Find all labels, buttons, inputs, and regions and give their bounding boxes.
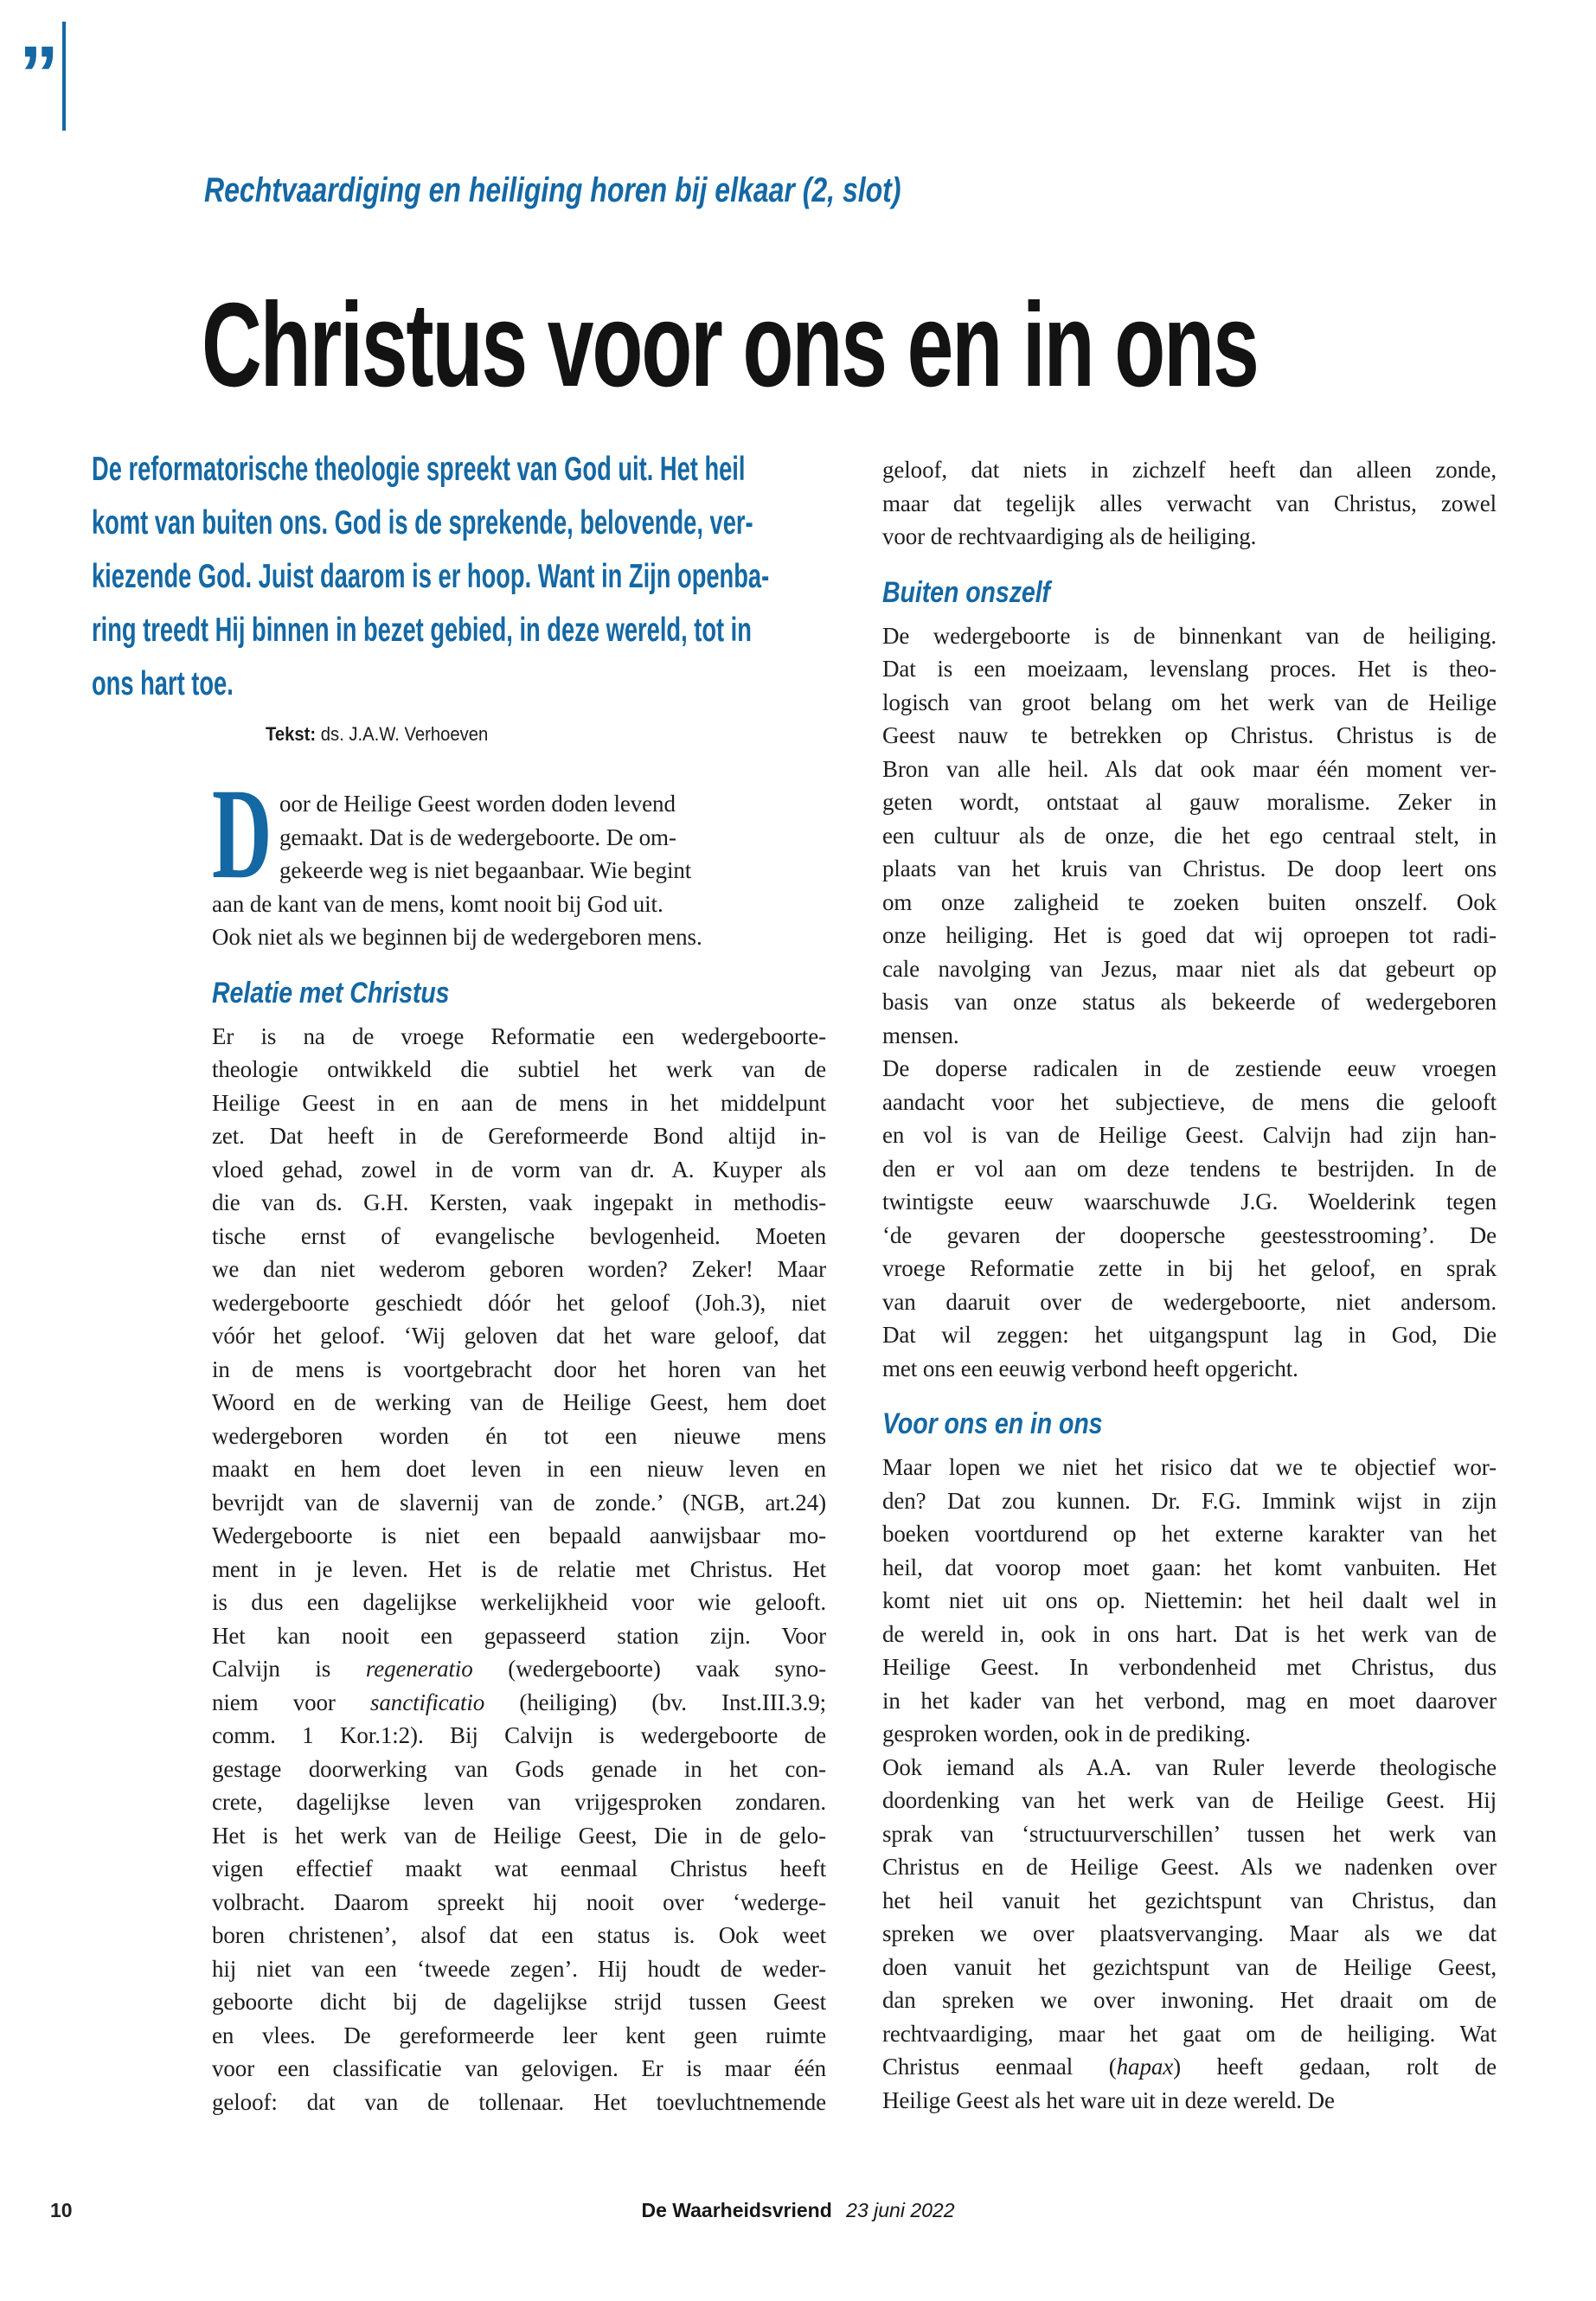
body-line: aandacht voor het subjectieve, de mens die gelooft	[882, 1088, 1497, 1115]
footer	[0, 2199, 1596, 2222]
body-line: twintigste eeuw waarschuwde J.G. Woelderink tegen	[882, 1189, 1497, 1215]
body-line: Christus en de Heilige Geest. Als we nadenken over	[882, 1854, 1497, 1880]
body-line: hij niet van een ‘tweede zegen’. Hij houdt de weder-	[212, 1955, 826, 1982]
body-line: Het is het werk van de Heilige Geest, Die in de gelo-	[212, 1822, 826, 1849]
body-line: Er is na de vroege Reformatie een wedergeboorte-	[212, 1022, 826, 1049]
body-line: we dan niet wederom geboren worden? Zeker! Maar	[212, 1256, 826, 1282]
body-line: De doperse radicalen in de zestiende eeuw vroegen	[882, 1055, 1497, 1081]
body-line: maakt en hem doet leven in een nieuw leven en	[212, 1456, 826, 1482]
body-line: vóór het geloof. ‘Wij geloven dat het ware geloof, dat	[212, 1323, 826, 1349]
body-line: Heilige Geest als het ware uit in deze wereld. De	[882, 2086, 1335, 2113]
body-line: volbracht. Daarom spreekt hij nooit over ‘wederge-	[212, 1888, 826, 1915]
section-heading: Voor ons en in ons	[882, 1407, 1103, 1440]
intro-line: De reformatorische theologie spreekt van God uit. Het heil	[92, 451, 746, 488]
body-line: bevrijdt van de slavernij van de zonde.’ (NGB, art.24)	[212, 1489, 826, 1516]
body-line: in de mens is voortgebracht door het horen van het	[212, 1356, 826, 1382]
body-line: logisch van groot belang om het werk van de Heilige	[882, 689, 1497, 715]
body-line: oor de Heilige Geest worden doden levend	[279, 791, 676, 817]
body-line: het heil vanuit het gezichtspunt van Christus, dan	[882, 1887, 1497, 1913]
body-line: rechtvaardiging, maar het gaat om de heiliging. Wat	[882, 2020, 1497, 2047]
body-line: cale navolging van Jezus, maar niet als dat gebeurt op	[882, 955, 1497, 982]
body-line: Ook iemand als A.A. van Ruler leverde theologische	[882, 1753, 1497, 1780]
body-line: is dus een dagelijkse werkelijkheid voor wie gelooft.	[212, 1589, 826, 1615]
dropcap: D	[212, 762, 272, 906]
body-line: ment in je leven. Het is de relatie met Christus. Het	[212, 1555, 826, 1582]
body-line: vloed gehad, zowel in de vorm van dr. A. Kuyper als	[212, 1156, 826, 1183]
body-line: theologie ontwikkeld die subtiel het werk van de	[212, 1056, 826, 1082]
body-line: Heilige Geest. In verbondenheid met Christus, dus	[882, 1654, 1497, 1680]
body-line: voor een classificatie van gelovigen. Er is maar één	[212, 2055, 826, 2081]
body-line: geten wordt, ontstaat al gauw moralisme. Zeker in	[882, 789, 1497, 815]
byline-name: ds. J.A.W. Verhoeven	[320, 723, 489, 745]
body-line: vroege Reformatie zette in bij het geloof, en sprak	[882, 1255, 1497, 1281]
body-line: ‘de gevaren der doopersche geestesstrooming’. De	[882, 1221, 1497, 1248]
body-line: geloof, dat niets in zichzelf heeft dan alleen zonde,	[882, 457, 1497, 483]
body-line: een cultuur als de onze, die het ego centraal stelt, in	[882, 822, 1497, 849]
accent-rule	[62, 22, 66, 131]
body-line: en vol is van de Heilige Geest. Calvijn had zijn han-	[882, 1122, 1497, 1148]
opening-paragraph	[212, 762, 826, 954]
body-line: Calvijn is regeneratio (wedergeboorte) vaak syno-	[212, 1656, 827, 1682]
body-line: aan de kant van de mens, komt nooit bij God uit.	[212, 890, 663, 917]
body-line: voor de rechtvaardiging als de heiliging.	[882, 523, 1257, 549]
body-line: den? Dat zou kunnen. Dr. F.G. Immink wijst in zijn	[882, 1487, 1497, 1514]
body-line: tische ernst of evangelische bevlogenheid. Moeten	[212, 1222, 826, 1249]
body-line: Woord en de werking van de Heilige Geest, hem doet	[212, 1389, 826, 1415]
body-line: Christus eenmaal (hapax) heeft gedaan, rolt de	[882, 2054, 1497, 2080]
body-line: in het kader van het verbond, mag en moet daarover	[882, 1687, 1497, 1714]
body-line: niem voor sanctificatio (heiliging) (bv. Inst.III.3.9;	[212, 1689, 826, 1715]
body-line: geboorte dicht bij de dagelijkse strijd tussen Geest	[212, 1989, 826, 2015]
body-line: gestage doorwerking van Gods genade in het con-	[212, 1755, 826, 1782]
section-heading: Buiten onszelf	[882, 575, 1051, 609]
left-column	[212, 762, 827, 2118]
body-line: dan spreken we over inwoning. Het draait om de	[882, 1987, 1497, 2013]
body-line: maar dat tegelijk alles verwacht van Christus, zowel	[882, 490, 1497, 516]
body-line: komt niet uit ons op. Niettemin: het heil daalt wel in	[882, 1587, 1497, 1613]
body-line: comm. 1 Kor.1:2). Bij Calvijn is wedergeboorte de	[212, 1722, 826, 1748]
body-line: wedergeboren worden én tot een nieuwe mens	[212, 1422, 826, 1449]
body-line: basis van onze status als bekeerde of wedergeboren	[882, 989, 1497, 1015]
intro-line: kiezende God. Juist daarom is er hoop. Want in Zijn openba-	[92, 558, 770, 595]
intro-line: ons hart toe.	[92, 665, 234, 702]
body-line: sprak van ‘structuurverschillen’ tussen het werk van	[882, 1820, 1497, 1847]
body-line: gemaakt. Dat is de wedergeboorte. De om-	[279, 824, 676, 850]
body-line: onze heiliging. Het is goed dat wij oproepen tot radi-	[882, 922, 1497, 948]
footer-page-number: 10	[50, 2199, 73, 2221]
body-line: van daaruit over de wedergeboorte, niet andersom.	[882, 1288, 1497, 1315]
body-line: Dat is een moeizaam, levenslang proces. Het is theo-	[882, 656, 1497, 682]
body-line: Ook niet als we beginnen bij de wedergeboren mens.	[212, 924, 702, 950]
body-line: om onze zaligheid te zoeken buiten onszelf. Ook	[882, 888, 1497, 915]
body-line: gekeerde weg is niet begaanbaar. Wie begint	[279, 857, 692, 883]
body-line: heil, dat voorop moet gaan: het komt vanbuiten. Het	[882, 1554, 1497, 1580]
quote-mark-icon: ”	[19, 30, 59, 119]
section-heading: Relatie met Christus	[212, 976, 450, 1009]
kicker: Rechtvaardiging en heiliging horen bij elkaar (2, slot)	[204, 171, 901, 209]
intro-paragraph	[92, 443, 879, 711]
page-title: Christus voor ons en in ons	[202, 279, 1258, 412]
body-line: den er vol aan om deze tendens te bestrijden. In de	[882, 1155, 1497, 1182]
body-line: wedergeboorte geschiedt dóór het geloof (Joh.3), niet	[212, 1289, 826, 1316]
body-line: Maar lopen we niet het risico dat we te objectief wor-	[882, 1454, 1497, 1480]
body-line: die van ds. G.H. Kersten, vaak ingepakt in methodis-	[212, 1189, 826, 1215]
right-column	[882, 453, 1497, 2117]
footer-issue-date: 23 juni 2022	[846, 2199, 955, 2221]
left-column-body	[212, 977, 826, 2119]
body-line: zet. Dat heeft in de Gereformeerde Bond altijd in-	[212, 1123, 826, 1149]
byline-label: Tekst:	[266, 723, 317, 745]
body-line: geloof: dat van de tollenaar. Het toevluchtnemende	[212, 2088, 826, 2115]
footer-magazine-title: De Waarheidsvriend	[641, 2199, 832, 2221]
body-line: de wereld in, ook in ons hart. Dat is het werk van de	[882, 1620, 1497, 1647]
body-line: doen vanuit het gezichtspunt van de Heilige Geest,	[882, 1953, 1497, 1980]
body-line: Wedergeboorte is niet een bepaald aanwijsbaar mo-	[212, 1522, 826, 1548]
body-line: crete, dagelijkse leven van vrijgesproken zondaren.	[212, 1789, 826, 1815]
intro-line: ring treedt Hij binnen in bezet gebied, in deze wereld, tot in	[92, 612, 752, 649]
body-line: met ons een eeuwig verbond heeft opgericht.	[882, 1355, 1298, 1381]
body-line: spreken we over plaatsvervanging. Maar als we dat	[882, 1920, 1497, 1946]
body-line: en vlees. De gereformeerde leer kent geen ruimte	[212, 2022, 826, 2048]
body-line: Geest nauw te betrekken op Christus. Christus is de	[882, 722, 1497, 748]
body-line: boren christenen’, alsof dat een status is. Ook weet	[212, 1922, 826, 1948]
body-line: plaats van het kruis van Christus. De doop leert ons	[882, 856, 1497, 881]
body-line: boeken voortdurend op het externe karakter van het	[882, 1521, 1497, 1547]
body-line: Het kan nooit een gepasseerd station zijn. Voor	[212, 1622, 826, 1649]
body-line: doordenking van het werk van de Heilige Geest. Hij	[882, 1787, 1497, 1813]
body-line: vigen effectief maakt wat eenmaal Christus heeft	[212, 1856, 826, 1881]
body-line: Heilige Geest in en aan de mens in het middelpunt	[212, 1089, 826, 1116]
body-line: Bron van alle heil. Als dat ook maar één moment ver-	[882, 755, 1497, 782]
body-line: De wedergeboorte is de binnenkant van de heiliging.	[882, 622, 1497, 649]
body-line: gesproken worden, ook in de prediking.	[882, 1721, 1251, 1747]
body-line: mensen.	[882, 1022, 959, 1048]
intro-line: komt van buiten ons. God is de sprekende, belovende, ver-	[92, 504, 753, 542]
body-line: Dat wil zeggen: het uitgangspunt lag in God, Die	[882, 1322, 1497, 1348]
byline	[266, 723, 488, 746]
